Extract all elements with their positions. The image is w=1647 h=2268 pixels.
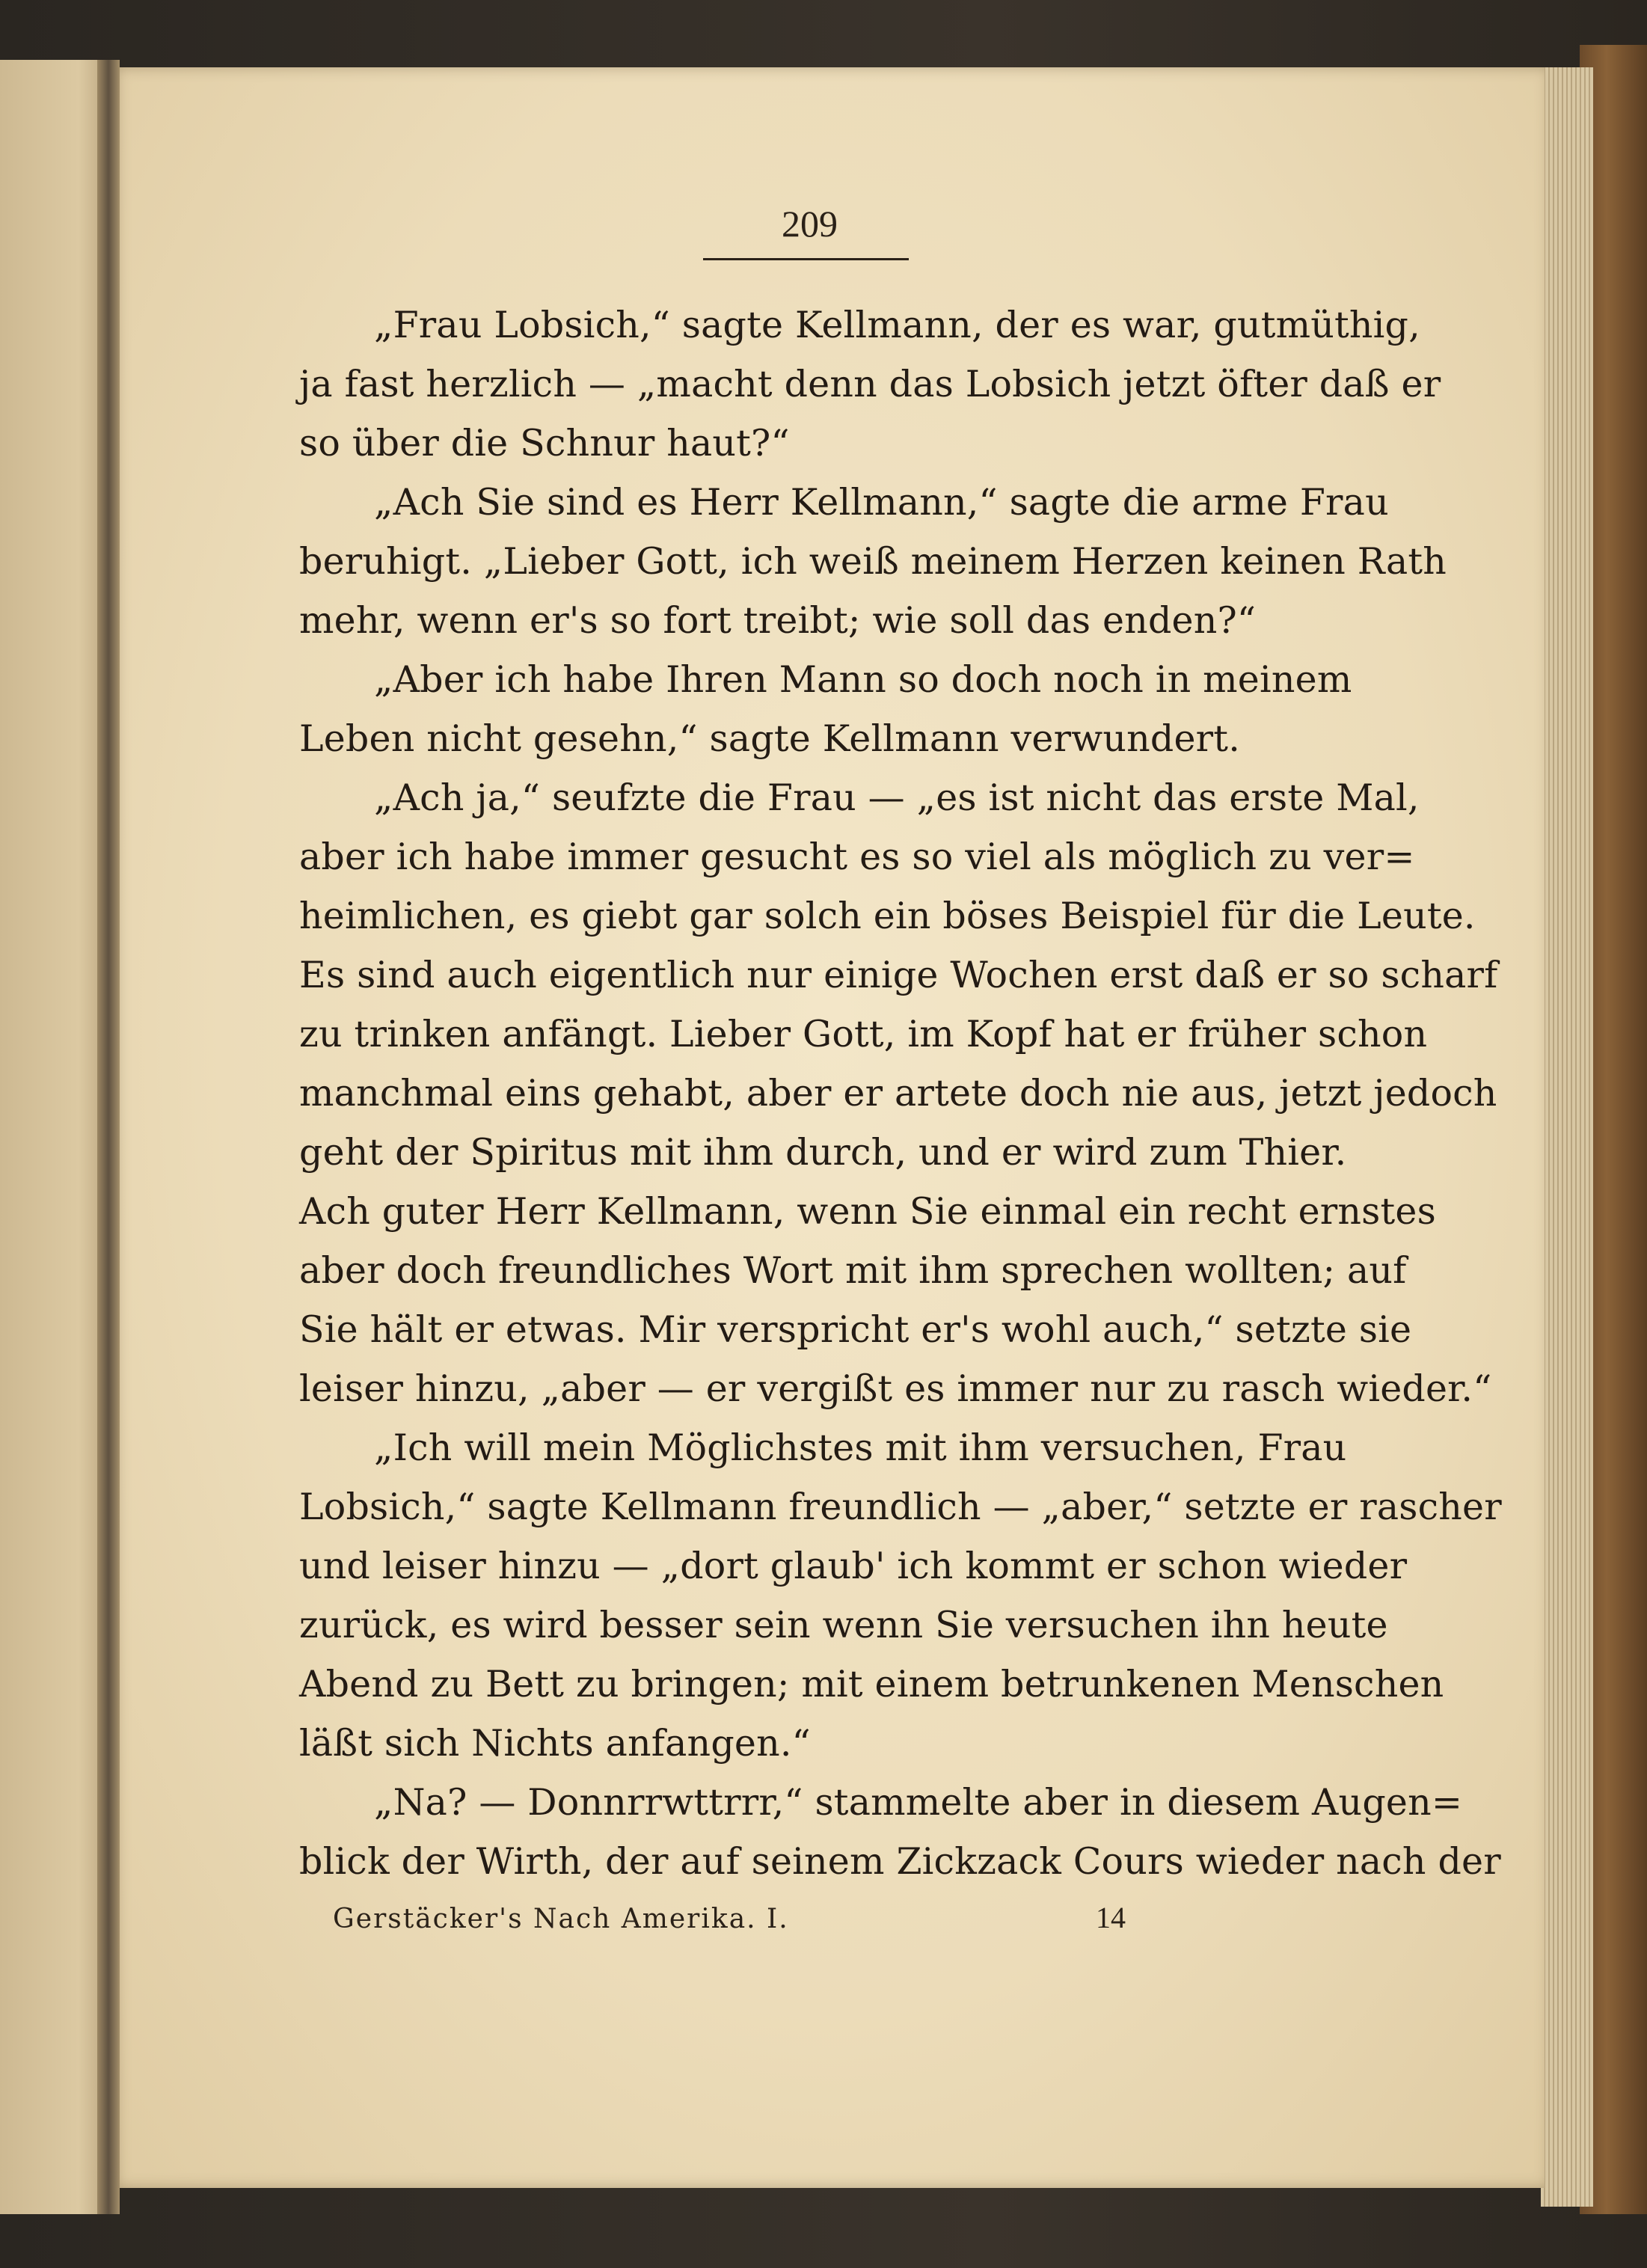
- text-line: Abend zu Bett zu bringen; mit einem betrunkenen Menschen: [299, 1663, 1444, 1705]
- text-line: mehr, wenn er's so fort treibt; wie soll das enden?“: [299, 599, 1257, 642]
- text-line: Lobsich,“ sagte Kellmann freundlich — „aber,“ setzte er rascher: [299, 1486, 1502, 1528]
- text-line: manchmal eins gehabt, aber er artete doch nie aus, jetzt jedoch: [299, 1072, 1497, 1115]
- text-line: aber ich habe immer gesucht es so viel als möglich zu ver=: [299, 836, 1415, 878]
- footer-sheet-number: 14: [1096, 1901, 1126, 1934]
- text-line: „Ach Sie sind es Herr Kellmann,“ sagte die arme Frau: [374, 481, 1389, 524]
- text-line: leiser hinzu, „aber — er vergißt es immer nur zu rasch wieder.“: [299, 1367, 1492, 1410]
- footer-signature: Gerstäcker's Nach Amerika. I.: [333, 1904, 789, 1934]
- text-line: geht der Spiritus mit ihm durch, und er wird zum Thier.: [299, 1131, 1347, 1174]
- text-line: läßt sich Nichts anfangen.“: [299, 1722, 811, 1765]
- header-rule: [703, 258, 909, 260]
- text-line: zurück, es wird besser sein wenn Sie versuchen ihn heute: [299, 1604, 1388, 1646]
- text-line: ja fast herzlich — „macht denn das Lobsich jetzt öfter daß er: [299, 363, 1441, 405]
- text-line: „Aber ich habe Ihren Mann so doch noch in meinem: [374, 658, 1352, 701]
- text-line: Sie hält er etwas. Mir verspricht er's wohl auch,“ setzte sie: [299, 1308, 1412, 1351]
- body-text: [299, 295, 1502, 1891]
- text-line: blick der Wirth, der auf seinem Zickzack Cours wieder nach der: [299, 1840, 1501, 1883]
- page-number: 209: [782, 203, 838, 245]
- text-line: „Ich will mein Möglichstes mit ihm versuchen, Frau: [374, 1426, 1347, 1469]
- text-line: und leiser hinzu — „dort glaub' ich kommt er schon wieder: [299, 1545, 1408, 1587]
- text-line: beruhigt. „Lieber Gott, ich weiß meinem Herzen keinen Rath: [299, 540, 1447, 583]
- text-line: „Na? — Donnrrwttrrr,“ stammelte aber in diesem Augen=: [374, 1781, 1463, 1824]
- text-line: zu trinken anfängt. Lieber Gott, im Kopf hat er früher schon: [299, 1013, 1428, 1055]
- text-line: „Ach ja,“ seufzte die Frau — „es ist nicht das erste Mal,: [374, 776, 1420, 819]
- text-line: so über die Schnur haut?“: [299, 422, 790, 465]
- facing-page: [0, 60, 112, 2214]
- text-line: Ach guter Herr Kellmann, wenn Sie einmal ein recht ernstes: [299, 1190, 1436, 1233]
- text-line: „Frau Lobsich,“ sagte Kellmann, der es war, gutmüthig,: [374, 304, 1420, 346]
- text-line: heimlichen, es giebt gar solch ein böses Beispiel für die Leute.: [299, 895, 1476, 937]
- page-gutter: [97, 60, 120, 2214]
- text-line: aber doch freundliches Wort mit ihm sprechen wollten; auf: [299, 1249, 1407, 1292]
- text-line: Leben nicht gesehn,“ sagte Kellmann verwundert.: [299, 717, 1240, 760]
- page-edges: [1541, 67, 1593, 2207]
- text-line: Es sind auch eigentlich nur einige Wochen erst daß er so scharf: [299, 954, 1498, 996]
